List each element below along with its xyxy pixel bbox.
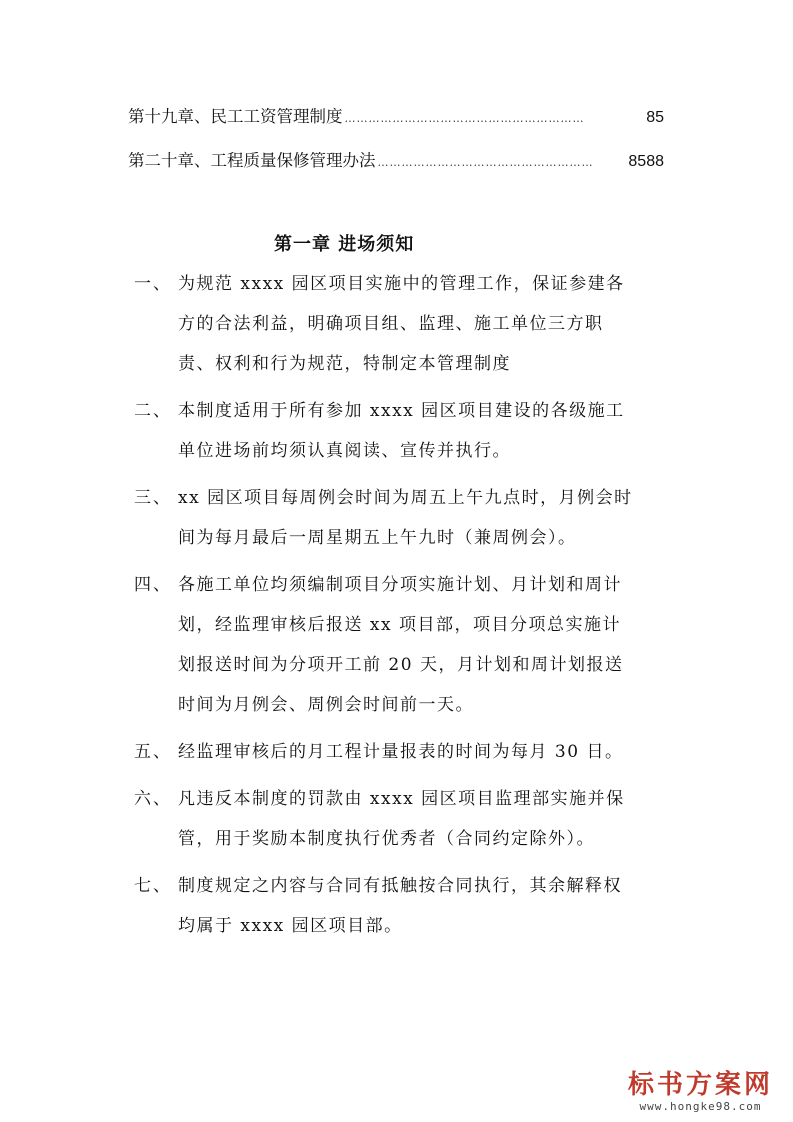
chapter-item-text: [178, 391, 668, 471]
toc-title: 第二十章、工程质量保修管理办法: [128, 151, 376, 170]
chapter-item-number: 四、: [134, 575, 172, 595]
chapter-item-line: 经监理审核后的月工程计量报表的时间为每月 30 日。: [178, 742, 624, 762]
chapter-item-line: 间为每月最后一周星期五上午九时（兼周例会）。: [178, 528, 577, 548]
chapter-item-number: 五、: [134, 742, 172, 762]
chapter-title: 第一章 进场须知: [274, 234, 415, 255]
watermark-logo-text: 标书方案网: [627, 1070, 773, 1100]
chapter-item-number: 一、: [134, 274, 172, 294]
watermark: [628, 1070, 773, 1114]
chapter-item-line: 责、权利和行为规范，特制定本管理制度: [178, 354, 511, 374]
chapter-item-line: 本制度适用于所有参加 xxxx 园区项目建设的各级施工: [178, 401, 625, 421]
watermark-url: www.hongke98.com: [639, 1100, 762, 1113]
chapter-item-text: [178, 779, 668, 859]
chapter-item-text: [178, 565, 668, 725]
chapter-item-number: 二、: [134, 401, 172, 421]
chapter-item-line: 为规范 xxxx 园区项目实施中的管理工作，保证参建各: [178, 274, 625, 294]
chapter-item-line: 划，经监理审核后报送 xx 项目部，项目分项总实施计: [178, 615, 621, 635]
chapter-item-line: 时间为月例会、周例会时间前一天。: [178, 695, 474, 715]
toc-leader-dots: ………………………………………………: [377, 156, 594, 169]
chapter-item-line: 单位进场前均须认真阅读、宣传并执行。: [178, 441, 511, 461]
toc-page-number: 85: [646, 109, 664, 126]
chapter-item-line: 制度规定之内容与合同有抵触按合同执行，其余解释权: [178, 876, 622, 896]
chapter-item-line: 均属于 xxxx 园区项目部。: [178, 916, 403, 936]
toc-entry: [128, 147, 664, 171]
chapter-item-text: [178, 732, 668, 772]
chapter-item-number: 七、: [134, 876, 172, 896]
chapter-item-text: [178, 264, 668, 384]
chapter-item-line: 管，用于奖励本制度执行优秀者（合同约定除外）。: [178, 829, 595, 849]
chapter-item-text: [178, 866, 668, 946]
chapter-item-line: 凡违反本制度的罚款由 xxxx 园区项目监理部实施并保: [178, 789, 625, 809]
chapter-item-line: 各施工单位均须编制项目分项实施计划、月计划和周计: [178, 575, 622, 595]
chapter-item-line: 方的合法利益，明确项目组、监理、施工单位三方职: [178, 314, 604, 334]
chapter-item-number: 六、: [134, 789, 172, 809]
toc-title: 第十九章、民工工资管理制度: [128, 107, 343, 126]
toc-entry: [128, 103, 664, 127]
chapter-item-line: 划报送时间为分项开工前 20 天，月计划和周计划报送: [178, 655, 624, 675]
chapter-item-line: xx 园区项目每周例会时间为周五上午九点时，月例会时: [178, 488, 633, 508]
chapter-item-number: 三、: [134, 488, 172, 508]
toc-page-number: 8588: [628, 153, 664, 170]
toc-leader-dots: ……………………………………………………: [344, 112, 585, 125]
chapter-item-text: [178, 478, 668, 558]
